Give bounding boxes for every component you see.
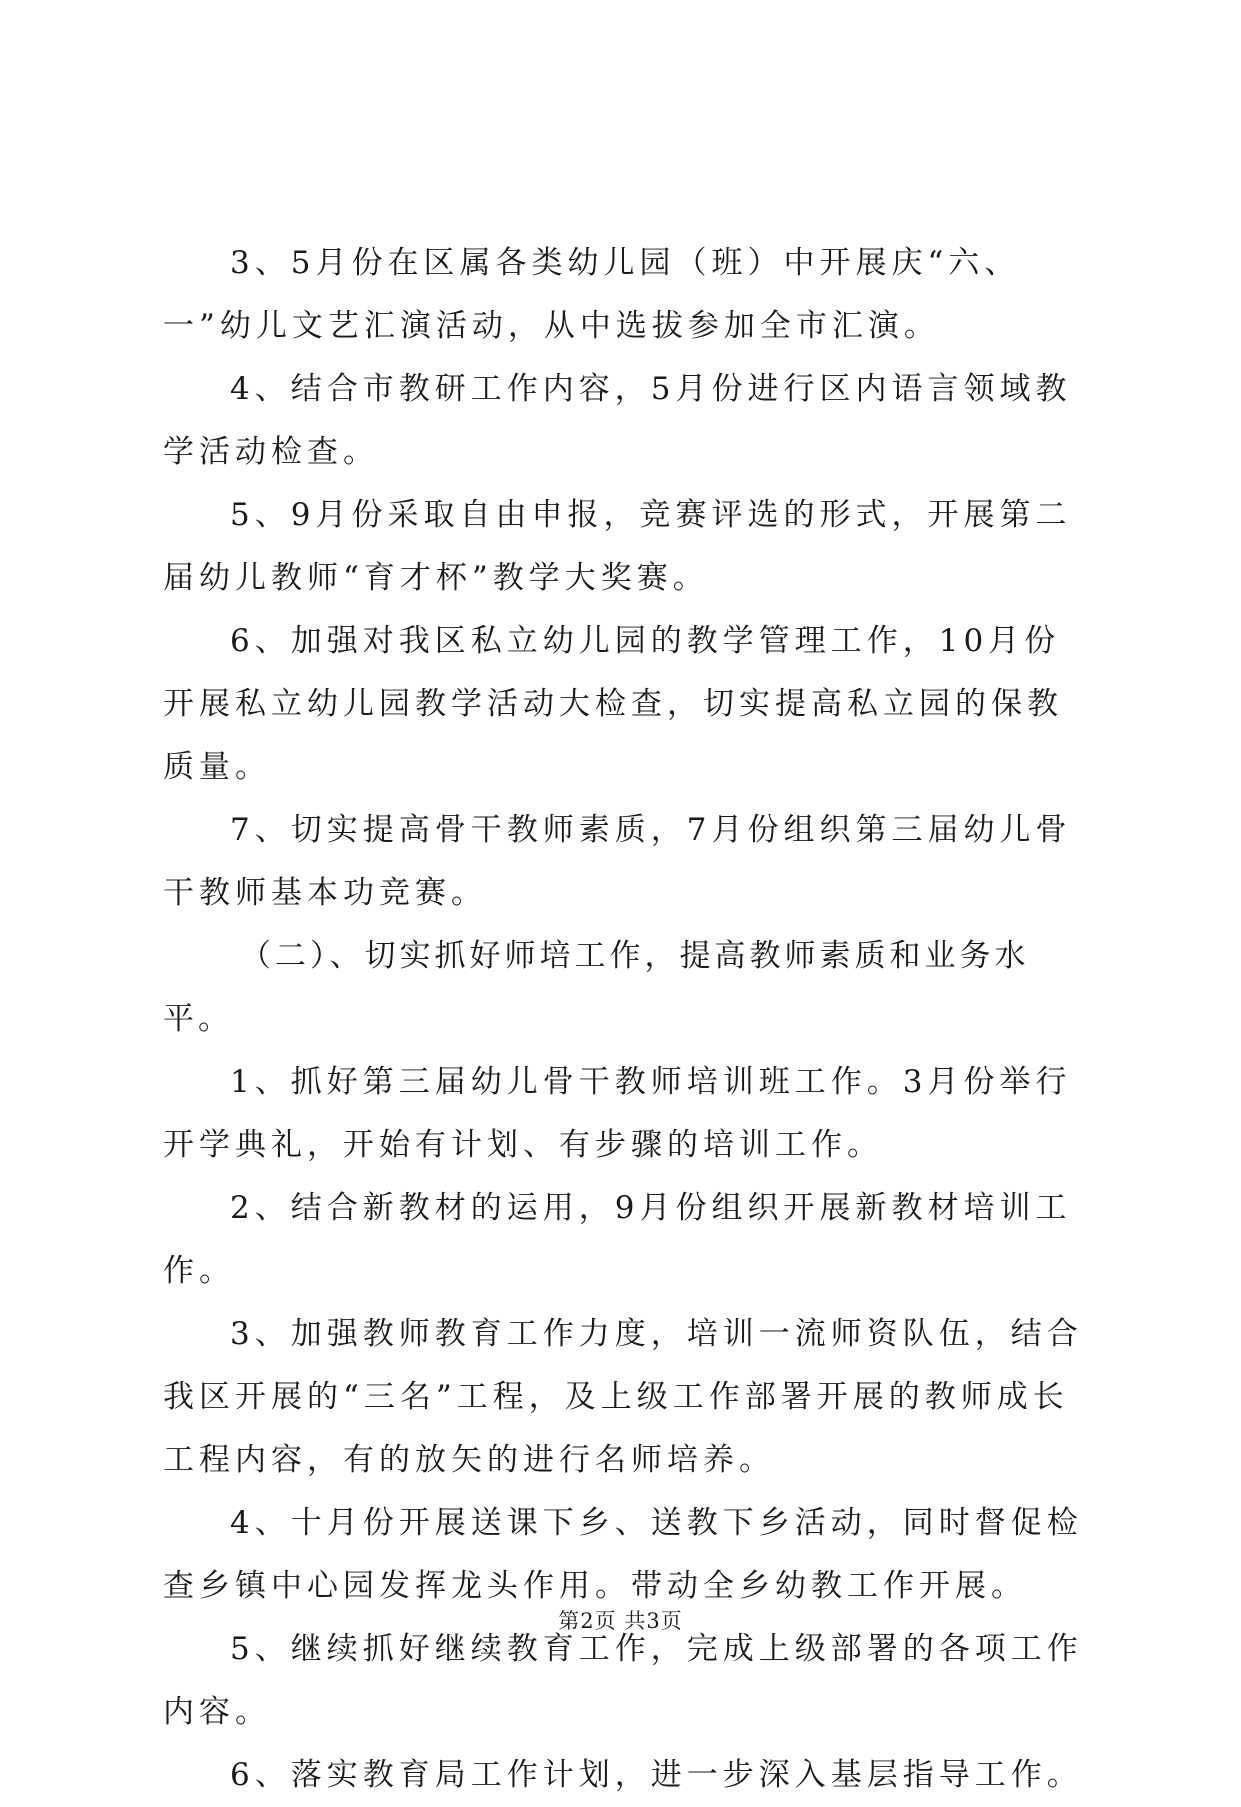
paragraph-item-6: 6、加强对我区私立幼儿园的教学管理工作，10月份开展私立幼儿园教学活动大检查，切实提高私立园的保教质量。 (163, 623, 1063, 785)
paragraph-item-3: 3、5月份在区属各类幼儿园（班）中开展庆“六、一”幼儿文艺汇演活动，从中选拔参加全市汇演。 (163, 245, 1021, 344)
paragraph-item-5: 5、9月份采取自由申报，竞赛评选的形式，开展第二届幼儿教师“育才杯”教学大奖赛。 (163, 497, 1072, 596)
page-footer: 第2页 共3页 (558, 1609, 683, 1633)
document-body (163, 232, 1083, 1807)
paragraph-training-5: 5、继续抓好继续教育工作，完成上级部署的各项工作内容。 (163, 1631, 1083, 1730)
paragraph-training-6: 6、落实教育局工作计划，进一步深入基层指导工作。 (230, 1757, 1083, 1793)
paragraph-training-2: 2、结合新教材的运用，9月份组织开展新教材培训工作。 (163, 1190, 1072, 1289)
paragraph-training-1: 1、抓好第三届幼儿骨干教师培训班工作。3月份举行开学典礼，开始有计划、有步骤的培训工作。 (163, 1064, 1072, 1163)
paragraph-item-7: 7、切实提高骨干教师素质，7月份组织第三届幼儿骨干教师基本功竞赛。 (163, 812, 1072, 911)
section-heading-2: （二）、切实抓好师培工作，提高教师素质和业务水平。 (163, 938, 1030, 1037)
paragraph-training-3: 3、加强教师教育工作力度，培训一流师资队伍，结合我区开展的“三名”工程，及上级工作部署开展的教师成长工程内容，有的放矢的进行名师培养。 (163, 1316, 1083, 1478)
paragraph-training-4: 4、十月份开展送课下乡、送教下乡活动，同时督促检查乡镇中心园发挥龙头作用。带动全乡幼教工作开展。 (163, 1505, 1083, 1604)
paragraph-item-4: 4、结合市教研工作内容，5月份进行区内语言领域教学活动检查。 (163, 371, 1072, 470)
